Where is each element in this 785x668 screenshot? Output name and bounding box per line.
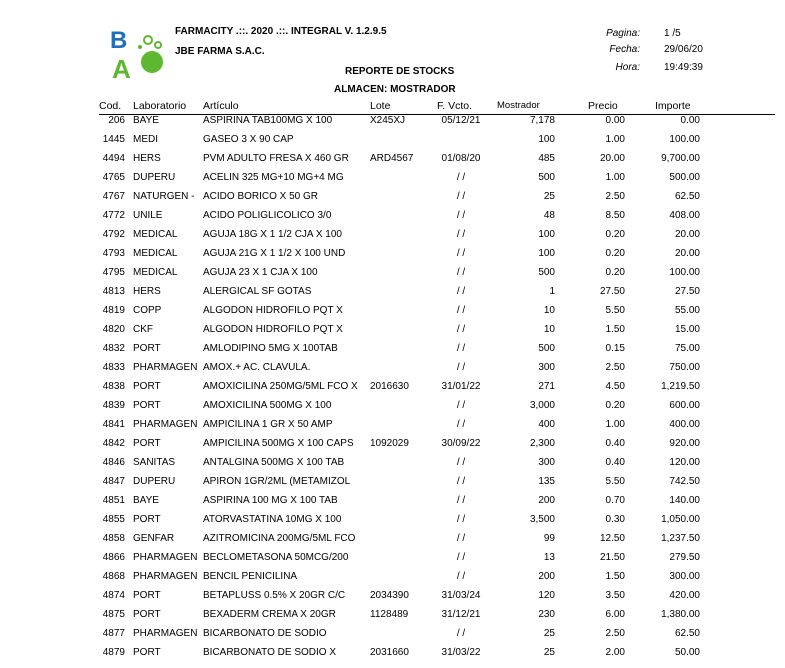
col-vcto: F. Vcto.	[437, 100, 473, 112]
col-importe: Importe	[655, 100, 691, 112]
cell-art: BICARBONATO DE SODIO	[203, 628, 327, 639]
table-row	[0, 419, 785, 438]
cell-importe: 400.00	[669, 419, 700, 430]
cell-art: APIRON 1GR/2ML (METAMIZOL	[203, 476, 351, 487]
cell-lote: ARD4567	[370, 153, 414, 164]
cell-most: 100	[538, 229, 555, 240]
cell-cod: 4795	[102, 267, 125, 278]
cell-vcto: / /	[456, 229, 466, 240]
cell-art: ASPIRINA 100 MG X 100 TAB	[203, 495, 338, 506]
cell-lab: PHARMAGEN	[133, 571, 198, 582]
cell-vcto: / /	[456, 324, 466, 335]
table-row	[0, 153, 785, 172]
cell-importe: 0.00	[680, 115, 700, 126]
cell-cod: 4866	[102, 552, 125, 563]
cell-lab: BAYE	[133, 495, 159, 506]
company-name: JBE FARMA S.A.C.	[175, 46, 265, 57]
cell-precio: 0.00	[605, 115, 625, 126]
cell-most: 500	[538, 343, 555, 354]
cell-importe: 742.50	[669, 476, 700, 487]
cell-most: 135	[538, 476, 555, 487]
cell-cod: 4819	[102, 305, 125, 316]
cell-most: 500	[538, 267, 555, 278]
cell-precio: 5.50	[605, 305, 625, 316]
cell-lab: BAYE	[133, 115, 159, 126]
table-row	[0, 628, 785, 647]
cell-importe: 20.00	[674, 248, 700, 259]
cell-importe: 50.00	[674, 647, 700, 658]
cell-importe: 120.00	[669, 457, 700, 468]
cell-vcto: / /	[456, 495, 466, 506]
cell-art: AMLODIPINO 5MG X 100TAB	[203, 343, 338, 354]
cell-most: 3,500	[529, 514, 555, 525]
cell-cod: 4875	[102, 609, 125, 620]
cell-importe: 1,380.00	[661, 609, 700, 620]
cell-vcto: / /	[456, 305, 466, 316]
cell-cod: 206	[108, 115, 125, 126]
cell-cod: 4841	[102, 419, 125, 430]
cell-precio: 8.50	[605, 210, 625, 221]
cell-precio: 3.50	[605, 590, 625, 601]
cell-art: AGUJA 21G X 1 1/2 X 100 UND	[203, 248, 346, 259]
table-row	[0, 476, 785, 495]
cell-vcto: / /	[456, 400, 466, 411]
cell-precio: 0.20	[605, 267, 625, 278]
cell-cod: 4868	[102, 571, 125, 582]
date-label: Fecha:	[609, 44, 640, 55]
cell-vcto: / /	[456, 286, 466, 297]
cell-cod: 1445	[102, 134, 125, 145]
cell-importe: 100.00	[669, 267, 700, 278]
time-value: 19:49:39	[664, 62, 703, 73]
cell-art: AMPICILINA 1 GR X 50 AMP	[203, 419, 333, 430]
date-value: 29/06/20	[664, 44, 703, 55]
cell-importe: 750.00	[669, 362, 700, 373]
cell-importe: 62.50	[674, 191, 700, 202]
table-row	[0, 210, 785, 229]
cell-vcto: / /	[456, 628, 466, 639]
table-row	[0, 400, 785, 419]
cell-vcto: / /	[456, 514, 466, 525]
cell-lab: PORT	[133, 609, 161, 620]
cell-cod: 4855	[102, 514, 125, 525]
cell-cod: 4847	[102, 476, 125, 487]
table-row	[0, 514, 785, 533]
cell-cod: 4846	[102, 457, 125, 468]
cell-lab: PHARMAGEN	[133, 419, 198, 430]
page-label: Pagina:	[606, 28, 640, 39]
table-row	[0, 647, 785, 666]
cell-lote: X245XJ	[370, 115, 406, 126]
cell-most: 485	[538, 153, 555, 164]
cell-vcto: / /	[456, 552, 466, 563]
cell-lab: PHARMAGEN	[133, 552, 198, 563]
cell-most: 3,000	[529, 400, 555, 411]
cell-cod: 4820	[102, 324, 125, 335]
warehouse-title: ALMACEN: MOSTRADOR	[334, 84, 456, 95]
logo-graphic	[108, 26, 168, 80]
cell-art: PVM ADULTO FRESA X 460 GR	[203, 153, 349, 164]
table-row	[0, 191, 785, 210]
cell-lab: HERS	[133, 286, 161, 297]
cell-art: BENCIL PENICILINA	[203, 571, 298, 582]
cell-importe: 140.00	[669, 495, 700, 506]
cell-art: ALGODON HIDROFILO PQT X	[203, 305, 343, 316]
cell-precio: 1.00	[605, 134, 625, 145]
cell-lab: HERS	[133, 153, 161, 164]
cell-most: 99	[543, 533, 555, 544]
table-row	[0, 324, 785, 343]
col-laboratorio: Laboratorio	[133, 100, 187, 112]
cell-most: 200	[538, 495, 555, 506]
cell-cod: 4792	[102, 229, 125, 240]
cell-vcto: 30/09/22	[441, 438, 481, 449]
cell-art: AMPICILINA 500MG X 100 CAPS	[203, 438, 354, 449]
cell-importe: 279.50	[669, 552, 700, 563]
table-row	[0, 343, 785, 362]
cell-art: ANTALGINA 500MG X 100 TAB	[203, 457, 345, 468]
table-row	[0, 305, 785, 324]
cell-art: ALERGICAL SF GOTAS	[203, 286, 312, 297]
cell-art: BEXADERM CREMA X 20GR	[203, 609, 336, 620]
cell-cod: 4839	[102, 400, 125, 411]
table-row	[0, 533, 785, 552]
cell-precio: 5.50	[605, 476, 625, 487]
cell-cod: 4879	[102, 647, 125, 658]
table-row	[0, 609, 785, 628]
cell-cod: 4842	[102, 438, 125, 449]
table-row	[0, 248, 785, 267]
cell-importe: 1,237.50	[661, 533, 700, 544]
cell-vcto: / /	[456, 533, 466, 544]
table-row	[0, 134, 785, 153]
cell-lab: PORT	[133, 381, 161, 392]
cell-importe: 20.00	[674, 229, 700, 240]
cell-precio: 1.00	[605, 419, 625, 430]
cell-importe: 600.00	[669, 400, 700, 411]
table-row	[0, 172, 785, 191]
cell-precio: 2.50	[605, 191, 625, 202]
cell-cod: 4833	[102, 362, 125, 373]
cell-precio: 1.50	[605, 571, 625, 582]
time-label: Hora:	[615, 62, 640, 73]
table-row	[0, 115, 785, 134]
cell-lab: COPP	[133, 305, 162, 316]
cell-precio: 0.20	[605, 400, 625, 411]
cell-importe: 9,700.00	[661, 153, 700, 164]
cell-art: ASPIRINA TAB100MG X 100	[203, 115, 333, 126]
cell-importe: 15.00	[674, 324, 700, 335]
cell-vcto: / /	[456, 476, 466, 487]
app-title: FARMACITY .::. 2020 .::. INTEGRAL V. 1.2.9.5	[175, 26, 387, 37]
cell-precio: 27.50	[599, 286, 625, 297]
cell-precio: 0.70	[605, 495, 625, 506]
cell-vcto: / /	[456, 248, 466, 259]
cell-most: 48	[543, 210, 555, 221]
cell-art: AMOXICILINA 500MG X 100	[203, 400, 332, 411]
cell-most: 400	[538, 419, 555, 430]
cell-art: AZITROMICINA 200MG/5ML FCO	[203, 533, 356, 544]
cell-lab: PORT	[133, 647, 161, 658]
cell-most: 230	[538, 609, 555, 620]
cell-importe: 920.00	[669, 438, 700, 449]
cell-lote: 2034390	[370, 590, 409, 601]
table-row	[0, 438, 785, 457]
cell-lab: PORT	[133, 514, 161, 525]
cell-lote: 2031660	[370, 647, 409, 658]
cell-art: ALGODON HIDROFILO PQT X	[203, 324, 343, 335]
cell-lab: MEDICAL	[133, 229, 178, 240]
cell-cod: 4874	[102, 590, 125, 601]
cell-lote: 1092029	[370, 438, 409, 449]
cell-lab: PHARMAGEN	[133, 362, 198, 373]
cell-precio: 20.00	[599, 153, 625, 164]
cell-precio: 0.20	[605, 248, 625, 259]
cell-lab: MEDICAL	[133, 267, 178, 278]
cell-lab: GENFAR	[133, 533, 175, 544]
cell-most: 10	[543, 305, 555, 316]
cell-cod: 4494	[102, 153, 125, 164]
page-value: 1 /5	[664, 28, 681, 39]
cell-most: 13	[543, 552, 555, 563]
cell-vcto: / /	[456, 571, 466, 582]
cell-art: BECLOMETASONA 50MCG/200	[203, 552, 349, 563]
col-cod: Cod.	[99, 100, 122, 112]
col-articulo: Artículo	[203, 100, 239, 112]
table-row	[0, 267, 785, 286]
cell-most: 100	[538, 248, 555, 259]
cell-precio: 21.50	[599, 552, 625, 563]
cell-importe: 55.00	[674, 305, 700, 316]
cell-precio: 0.20	[605, 229, 625, 240]
cell-lab: MEDICAL	[133, 248, 178, 259]
cell-cod: 4832	[102, 343, 125, 354]
cell-art: GASEO 3 X 90 CAP	[203, 134, 294, 145]
cell-most: 300	[538, 457, 555, 468]
cell-cod: 4772	[102, 210, 125, 221]
cell-most: 200	[538, 571, 555, 582]
cell-importe: 408.00	[669, 210, 700, 221]
cell-vcto: / /	[456, 343, 466, 354]
cell-lab: PORT	[133, 400, 161, 411]
cell-importe: 27.50	[674, 286, 700, 297]
cell-precio: 2.50	[605, 628, 625, 639]
cell-most: 300	[538, 362, 555, 373]
cell-most: 2,300	[529, 438, 555, 449]
cell-lab: PHARMAGEN	[133, 628, 198, 639]
col-mostrador: Mostrador	[497, 100, 540, 111]
cell-art: BETAPLUSS 0.5% X 20GR C/C	[203, 590, 346, 601]
cell-importe: 1,219.50	[661, 381, 700, 392]
table-row	[0, 229, 785, 248]
cell-precio: 0.40	[605, 457, 625, 468]
table-row	[0, 457, 785, 476]
cell-art: ATORVASTATINA 10MG X 100	[203, 514, 342, 525]
cell-most: 25	[543, 647, 555, 658]
cell-lab: NATURGEN -	[133, 191, 195, 202]
cell-vcto: 31/03/22	[441, 647, 481, 658]
cell-vcto: 05/12/21	[441, 115, 481, 126]
svg-text:B: B	[110, 27, 128, 54]
cell-vcto: 31/12/21	[441, 609, 481, 620]
cell-vcto: 31/01/22	[441, 381, 481, 392]
cell-most: 25	[543, 191, 555, 202]
cell-most: 271	[538, 381, 555, 392]
cell-art: AGUJA 23 X 1 CJA X 100	[203, 267, 318, 278]
cell-art: AGUJA 18G X 1 1/2 CJA X 100	[203, 229, 342, 240]
svg-text:A: A	[112, 54, 131, 80]
cell-vcto: / /	[456, 191, 466, 202]
cell-lab: PORT	[133, 343, 161, 354]
cell-most: 500	[538, 172, 555, 183]
col-lote: Lote	[370, 100, 391, 112]
cell-precio: 2.00	[605, 647, 625, 658]
cell-most: 7,178	[529, 115, 555, 126]
cell-art: AMOXICILINA 250MG/5ML FCO X	[203, 381, 358, 392]
report-title: REPORTE DE STOCKS	[345, 66, 455, 77]
cell-cod: 4851	[102, 495, 125, 506]
cell-art: BICARBONATO DE SODIO X	[203, 647, 336, 658]
cell-art: AMOX.+ AC. CLAVULA.	[203, 362, 311, 373]
cell-lab: DUPERU	[133, 476, 176, 487]
company-logo	[108, 26, 168, 80]
cell-most: 25	[543, 628, 555, 639]
cell-lab: DUPERU	[133, 172, 176, 183]
cell-cod: 4838	[102, 381, 125, 392]
cell-precio: 0.15	[605, 343, 625, 354]
cell-precio: 12.50	[599, 533, 625, 544]
cell-importe: 1,050.00	[661, 514, 700, 525]
cell-vcto: 31/03/24	[441, 590, 481, 601]
cell-lab: UNILE	[133, 210, 163, 221]
col-precio: Precio	[588, 100, 618, 112]
table-row	[0, 362, 785, 381]
cell-cod: 4765	[102, 172, 125, 183]
cell-most: 100	[538, 134, 555, 145]
cell-lab: PORT	[133, 438, 161, 449]
cell-importe: 420.00	[669, 590, 700, 601]
cell-precio: 4.50	[605, 381, 625, 392]
cell-precio: 0.30	[605, 514, 625, 525]
cell-lab: MEDI	[133, 134, 158, 145]
cell-lab: SANITAS	[133, 457, 176, 468]
cell-lote: 2016630	[370, 381, 409, 392]
cell-art: ACIDO POLIGLICOLICO 3/0	[203, 210, 332, 221]
cell-precio: 2.50	[605, 362, 625, 373]
cell-vcto: / /	[456, 457, 466, 468]
cell-precio: 0.40	[605, 438, 625, 449]
cell-lote: 1128489	[370, 609, 409, 620]
cell-most: 1	[549, 286, 555, 297]
cell-importe: 75.00	[674, 343, 700, 354]
cell-art: ACIDO BORICO X 50 GR	[203, 191, 319, 202]
cell-cod: 4793	[102, 248, 125, 259]
cell-cod: 4767	[102, 191, 125, 202]
cell-cod: 4858	[102, 533, 125, 544]
cell-most: 10	[543, 324, 555, 335]
cell-most: 120	[538, 590, 555, 601]
cell-importe: 100.00	[669, 134, 700, 145]
cell-importe: 500.00	[669, 172, 700, 183]
cell-vcto: 01/08/20	[441, 153, 481, 164]
cell-lab: CKF	[133, 324, 153, 335]
cell-vcto: / /	[456, 210, 466, 221]
table-row	[0, 552, 785, 571]
cell-vcto: / /	[456, 362, 466, 373]
cell-cod: 4877	[102, 628, 125, 639]
cell-vcto: / /	[456, 172, 466, 183]
cell-precio: 1.00	[605, 172, 625, 183]
table-row	[0, 286, 785, 305]
table-row	[0, 571, 785, 590]
table-row	[0, 590, 785, 609]
table-row	[0, 495, 785, 514]
cell-lab: PORT	[133, 590, 161, 601]
cell-precio: 1.50	[605, 324, 625, 335]
table-row	[0, 381, 785, 400]
cell-precio: 6.00	[605, 609, 625, 620]
cell-cod: 4813	[102, 286, 125, 297]
cell-art: ACELIN 325 MG+10 MG+4 MG	[203, 172, 344, 183]
cell-vcto: / /	[456, 267, 466, 278]
cell-importe: 300.00	[669, 571, 700, 582]
cell-vcto: / /	[456, 419, 466, 430]
cell-importe: 62.50	[674, 628, 700, 639]
